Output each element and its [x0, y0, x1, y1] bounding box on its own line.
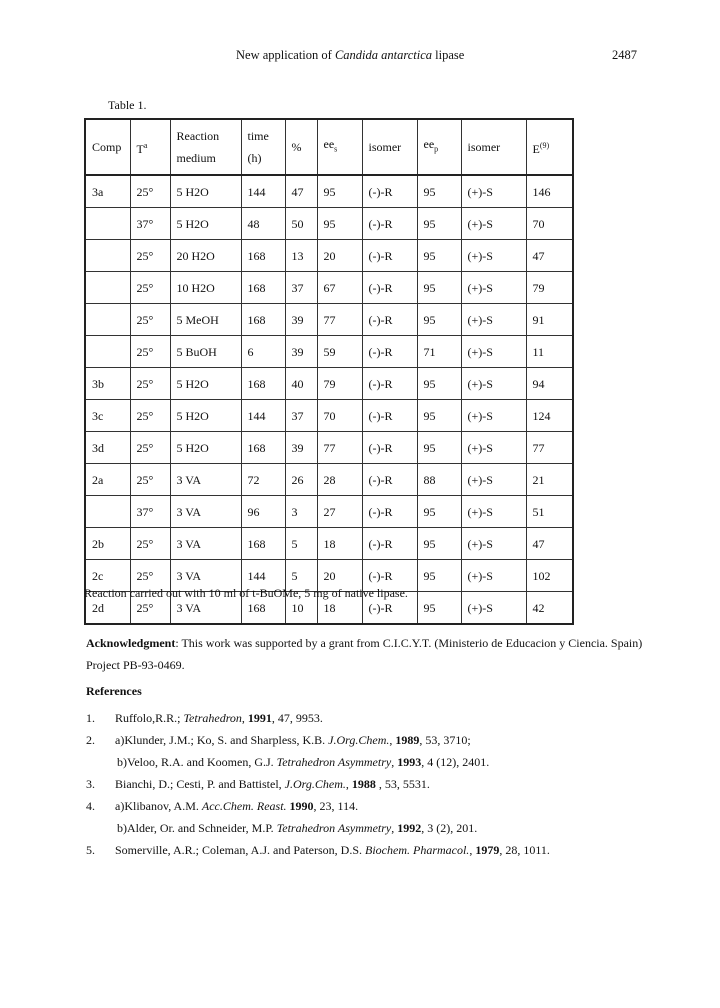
- cell-comp: [85, 240, 130, 272]
- cell-percent: 50: [285, 208, 317, 240]
- cell-temp: 25°: [130, 400, 170, 432]
- reference-fragment: ,: [469, 843, 476, 857]
- cell-ees: 95: [317, 208, 362, 240]
- cell-ees: 28: [317, 464, 362, 496]
- table-body: [85, 175, 573, 624]
- cell-comp: [85, 272, 130, 304]
- table-row: [85, 272, 573, 304]
- reference-item: [86, 817, 666, 839]
- cell-percent: 40: [285, 368, 317, 400]
- reference-fragment: ,: [241, 711, 248, 725]
- table-header-row: [85, 119, 573, 175]
- reference-fragment: Somerville, A.R.; Coleman, A.J. and Paterson, D.S.: [115, 843, 365, 857]
- reference-text: [115, 773, 430, 795]
- col-isomer-p: isomer: [461, 119, 526, 175]
- cell-isomer-p: (+)-S: [461, 400, 526, 432]
- reference-year: 1988: [351, 777, 376, 791]
- cell-temp: 25°: [130, 592, 170, 625]
- cell-time: 6: [241, 336, 285, 368]
- table-row: [85, 400, 573, 432]
- cell-medium: 3 VA: [170, 528, 241, 560]
- cell-isomer-s: (-)-R: [362, 592, 417, 625]
- cell-time: 168: [241, 304, 285, 336]
- cell-time: 168: [241, 272, 285, 304]
- cell-temp: 25°: [130, 528, 170, 560]
- acknowledgment: [86, 632, 646, 676]
- reference-text: [115, 839, 550, 861]
- table-row: [85, 496, 573, 528]
- cell-comp: 3d: [85, 432, 130, 464]
- cell-e: 91: [526, 304, 573, 336]
- reference-fragment: ,: [345, 777, 352, 791]
- cell-medium: 3 VA: [170, 496, 241, 528]
- cell-ees: 59: [317, 336, 362, 368]
- reference-year: 1993: [397, 755, 422, 769]
- col-temp: [130, 119, 170, 175]
- cell-isomer-s: (-)-R: [362, 304, 417, 336]
- cell-medium: 5 H2O: [170, 208, 241, 240]
- cell-medium: 5 H2O: [170, 175, 241, 208]
- references-heading: References: [86, 684, 142, 698]
- cell-e: 70: [526, 208, 573, 240]
- cell-isomer-s: (-)-R: [362, 208, 417, 240]
- reference-year: 1991: [247, 711, 272, 725]
- col-medium-line1: Reaction: [176, 129, 220, 143]
- reference-fragment: , 47, 9953.: [271, 711, 323, 725]
- cell-comp: 3b: [85, 368, 130, 400]
- reference-journal: Biochem. Pharmacol.: [365, 843, 470, 857]
- cell-time: 144: [241, 175, 285, 208]
- reference-journal: Acc.Chem. Reast.: [201, 799, 287, 813]
- cell-percent: 13: [285, 240, 317, 272]
- running-title-suffix: lipase: [432, 48, 465, 62]
- cell-time: 48: [241, 208, 285, 240]
- reference-fragment: , 23, 114.: [313, 799, 359, 813]
- reference-fragment: ,: [391, 755, 398, 769]
- cell-ees: 77: [317, 304, 362, 336]
- reference-year: 1990: [289, 799, 314, 813]
- cell-time: 168: [241, 368, 285, 400]
- cell-eep: 95: [417, 400, 461, 432]
- cell-percent: 39: [285, 432, 317, 464]
- cell-percent: 47: [285, 175, 317, 208]
- table-footnote: Reaction carried out with 10 ml of t-BuOMe, 5 mg of native lipase.: [84, 586, 408, 600]
- cell-temp: 37°: [130, 208, 170, 240]
- cell-percent: 39: [285, 304, 317, 336]
- col-ees-sub: s: [334, 144, 338, 154]
- reference-text: [117, 817, 477, 839]
- cell-eep: 88: [417, 464, 461, 496]
- cell-medium: 5 BuOH: [170, 336, 241, 368]
- cell-comp: 3a: [85, 175, 130, 208]
- cell-ees: 67: [317, 272, 362, 304]
- cell-isomer-p: (+)-S: [461, 592, 526, 625]
- cell-time: 168: [241, 528, 285, 560]
- cell-ees: 95: [317, 175, 362, 208]
- col-time-line2: (h): [247, 151, 262, 165]
- cell-temp: 25°: [130, 336, 170, 368]
- reference-fragment: ,: [391, 821, 398, 835]
- cell-temp: 25°: [130, 464, 170, 496]
- cell-comp: 2b: [85, 528, 130, 560]
- cell-percent: 5: [285, 560, 317, 592]
- reference-text: [115, 795, 358, 817]
- acknowledgment-text: : This work was supported by a grant from C.I.C.Y.T. (Ministerio de Educacion y Ciencia. Spain): [175, 636, 643, 650]
- cell-e: 21: [526, 464, 573, 496]
- cell-temp: 37°: [130, 496, 170, 528]
- col-time-line1: time: [247, 129, 269, 143]
- cell-comp: [85, 304, 130, 336]
- cell-isomer-p: (+)-S: [461, 496, 526, 528]
- cell-e: 47: [526, 528, 573, 560]
- cell-percent: 10: [285, 592, 317, 625]
- cell-e: 79: [526, 272, 573, 304]
- reference-fragment: Bianchi, D.; Cesti, P. and Battistel,: [115, 777, 285, 791]
- cell-comp: 2d: [85, 592, 130, 625]
- reference-fragment: , 53, 3710;: [419, 733, 471, 747]
- cell-e: 47: [526, 240, 573, 272]
- cell-isomer-s: (-)-R: [362, 368, 417, 400]
- cell-temp: 25°: [130, 368, 170, 400]
- col-e-sup: (9): [539, 140, 550, 150]
- page-number: 2487: [612, 48, 637, 62]
- cell-eep: 95: [417, 368, 461, 400]
- col-eep-sub: p: [434, 144, 439, 154]
- results-table-wrapper: [84, 118, 572, 625]
- cell-comp: [85, 496, 130, 528]
- cell-ees: 77: [317, 432, 362, 464]
- cell-temp: 25°: [130, 432, 170, 464]
- col-eep-label: ee: [423, 137, 435, 152]
- cell-time: 144: [241, 400, 285, 432]
- reference-year: 1989: [395, 733, 420, 747]
- cell-temp: 25°: [130, 175, 170, 208]
- cell-medium: 5 H2O: [170, 432, 241, 464]
- col-time: [241, 119, 285, 175]
- cell-isomer-s: (-)-R: [362, 560, 417, 592]
- reference-fragment: Ruffolo,R.R.;: [115, 711, 184, 725]
- cell-time: 168: [241, 592, 285, 625]
- cell-isomer-s: (-)-R: [362, 496, 417, 528]
- table-row: [85, 175, 573, 208]
- cell-isomer-s: (-)-R: [362, 432, 417, 464]
- cell-temp: 25°: [130, 304, 170, 336]
- cell-e: 102: [526, 560, 573, 592]
- cell-percent: 5: [285, 528, 317, 560]
- results-table: [84, 118, 574, 625]
- cell-medium: 20 H2O: [170, 240, 241, 272]
- cell-time: 96: [241, 496, 285, 528]
- cell-time: 144: [241, 560, 285, 592]
- reference-number: 2.: [86, 733, 95, 747]
- cell-temp: 25°: [130, 560, 170, 592]
- cell-isomer-s: (-)-R: [362, 240, 417, 272]
- col-temp-sup: a: [143, 140, 148, 150]
- acknowledgment-line2: Project PB-93-0469.: [86, 658, 185, 672]
- reference-journal: J.Org.Chem.: [328, 733, 390, 747]
- table-caption: Table 1.: [108, 98, 147, 112]
- reference-fragment: ,: [389, 733, 396, 747]
- cell-isomer-p: (+)-S: [461, 208, 526, 240]
- running-title-prefix: New application of: [236, 48, 335, 62]
- reference-fragment: , 28, 1011.: [499, 843, 550, 857]
- cell-eep: 95: [417, 208, 461, 240]
- cell-medium: 10 H2O: [170, 272, 241, 304]
- reference-text: [117, 751, 489, 773]
- cell-comp: 2a: [85, 464, 130, 496]
- cell-eep: 71: [417, 336, 461, 368]
- reference-number: 1.: [86, 711, 95, 725]
- cell-e: 42: [526, 592, 573, 625]
- reference-fragment: a)Klunder, J.M.; Ko, S. and Sharpless, K.B.: [115, 733, 329, 747]
- table-row: [85, 528, 573, 560]
- reference-fragment: , 53, 5531.: [375, 777, 430, 791]
- cell-temp: 25°: [130, 240, 170, 272]
- cell-ees: 27: [317, 496, 362, 528]
- cell-ees: 70: [317, 400, 362, 432]
- cell-isomer-p: (+)-S: [461, 368, 526, 400]
- reference-year: 1979: [475, 843, 500, 857]
- cell-e: 146: [526, 175, 573, 208]
- cell-e: 124: [526, 400, 573, 432]
- cell-isomer-s: (-)-R: [362, 336, 417, 368]
- col-isomer-s: isomer: [362, 119, 417, 175]
- cell-ees: 20: [317, 560, 362, 592]
- cell-percent: 37: [285, 272, 317, 304]
- reference-item: [86, 773, 666, 795]
- cell-isomer-s: (-)-R: [362, 400, 417, 432]
- cell-isomer-p: (+)-S: [461, 464, 526, 496]
- cell-eep: 95: [417, 240, 461, 272]
- reference-number: 3.: [86, 777, 95, 791]
- running-title-species: Candida antarctica: [334, 48, 433, 62]
- cell-time: 168: [241, 240, 285, 272]
- reference-item: [86, 795, 666, 817]
- reference-fragment: b)Veloo, R.A. and Koomen, G.J.: [117, 755, 277, 769]
- table-row: [85, 304, 573, 336]
- cell-percent: 37: [285, 400, 317, 432]
- cell-temp: 25°: [130, 272, 170, 304]
- reference-number: 5.: [86, 843, 95, 857]
- cell-medium: 5 H2O: [170, 400, 241, 432]
- reference-journal: J.Org.Chem.: [284, 777, 346, 791]
- cell-eep: 95: [417, 304, 461, 336]
- reference-journal: Tetrahedron: [183, 711, 242, 725]
- cell-eep: 95: [417, 592, 461, 625]
- cell-medium: 3 VA: [170, 464, 241, 496]
- reference-item: [86, 751, 666, 773]
- cell-isomer-p: (+)-S: [461, 175, 526, 208]
- references-list: [86, 707, 666, 861]
- reference-year: 1992: [397, 821, 422, 835]
- cell-isomer-p: (+)-S: [461, 528, 526, 560]
- cell-isomer-s: (-)-R: [362, 272, 417, 304]
- cell-medium: 5 H2O: [170, 368, 241, 400]
- col-temp-label: T: [136, 141, 144, 156]
- table-row: [85, 432, 573, 464]
- reference-fragment: , 3 (2), 201.: [421, 821, 478, 835]
- reference-item: [86, 729, 666, 751]
- cell-percent: 3: [285, 496, 317, 528]
- col-e: [526, 119, 573, 175]
- reference-journal: Tetrahedron Asymmetry: [276, 821, 392, 835]
- cell-isomer-p: (+)-S: [461, 240, 526, 272]
- cell-comp: [85, 336, 130, 368]
- table-row: [85, 368, 573, 400]
- cell-eep: 95: [417, 560, 461, 592]
- col-ees: [317, 119, 362, 175]
- cell-medium: 3 VA: [170, 560, 241, 592]
- cell-comp: [85, 208, 130, 240]
- cell-medium: 5 MeOH: [170, 304, 241, 336]
- acknowledgment-heading: Acknowledgment: [86, 636, 176, 650]
- acknowledgment-line1: [86, 632, 646, 654]
- cell-ees: 18: [317, 592, 362, 625]
- col-e-label: E: [532, 141, 540, 156]
- cell-percent: 26: [285, 464, 317, 496]
- reference-journal: Tetrahedron Asymmetry: [276, 755, 392, 769]
- cell-isomer-p: (+)-S: [461, 272, 526, 304]
- reference-text: [115, 729, 471, 751]
- reference-item: [86, 839, 666, 861]
- col-ees-label: ee: [323, 137, 335, 152]
- reference-fragment: a)Klibanov, A.M.: [115, 799, 202, 813]
- cell-ees: 79: [317, 368, 362, 400]
- col-eep: [417, 119, 461, 175]
- col-medium: [170, 119, 241, 175]
- cell-eep: 95: [417, 175, 461, 208]
- cell-eep: 95: [417, 432, 461, 464]
- cell-isomer-s: (-)-R: [362, 464, 417, 496]
- cell-time: 168: [241, 432, 285, 464]
- cell-medium: 3 VA: [170, 592, 241, 625]
- cell-isomer-s: (-)-R: [362, 175, 417, 208]
- running-title: [236, 48, 464, 63]
- cell-isomer-p: (+)-S: [461, 304, 526, 336]
- cell-e: 94: [526, 368, 573, 400]
- cell-isomer-p: (+)-S: [461, 560, 526, 592]
- cell-eep: 95: [417, 272, 461, 304]
- cell-comp: 2c: [85, 560, 130, 592]
- cell-ees: 18: [317, 528, 362, 560]
- reference-fragment: b)Alder, Or. and Schneider, M.P.: [117, 821, 277, 835]
- cell-e: 11: [526, 336, 573, 368]
- cell-eep: 95: [417, 496, 461, 528]
- table-row: [85, 336, 573, 368]
- cell-ees: 20: [317, 240, 362, 272]
- cell-e: 51: [526, 496, 573, 528]
- table-row: [85, 464, 573, 496]
- cell-isomer-s: (-)-R: [362, 528, 417, 560]
- table-row: [85, 240, 573, 272]
- col-medium-line2: medium: [176, 151, 216, 165]
- reference-number: 4.: [86, 799, 95, 813]
- cell-e: 77: [526, 432, 573, 464]
- cell-eep: 95: [417, 528, 461, 560]
- table-row: [85, 208, 573, 240]
- reference-text: [115, 707, 323, 729]
- cell-time: 72: [241, 464, 285, 496]
- col-comp: Comp: [85, 119, 130, 175]
- cell-isomer-p: (+)-S: [461, 432, 526, 464]
- col-percent: %: [285, 119, 317, 175]
- reference-item: [86, 707, 666, 729]
- cell-comp: 3c: [85, 400, 130, 432]
- cell-isomer-p: (+)-S: [461, 336, 526, 368]
- reference-fragment: , 4 (12), 2401.: [421, 755, 490, 769]
- cell-percent: 39: [285, 336, 317, 368]
